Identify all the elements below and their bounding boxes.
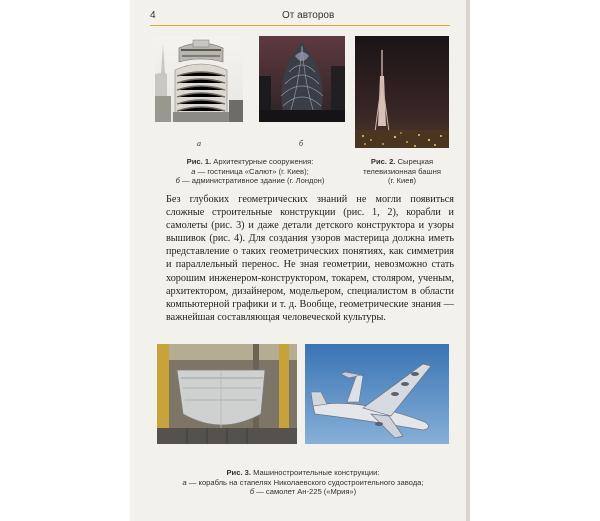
fig1-caption-b-text: — административное здание (г. Лондон) (181, 176, 325, 185)
fig1-caption (160, 157, 340, 186)
fig3-caption-a-letter: а (182, 477, 187, 487)
photo-gherkin-london (259, 36, 345, 122)
fig2-caption-text-2: телевизионная башня (363, 166, 441, 176)
fig1-caption-text: Архитектурные сооружения: (213, 157, 314, 166)
fig1-caption-a-text: — гостиница «Салют» (г. Киев); (197, 166, 309, 176)
fig3-caption-a-text: — корабль на стапелях Николаевского судостроительного завода; (188, 477, 424, 487)
body-paragraph: Без глубоких геометрических знаний не могли появиться сложные строительные конструкции (рис. 1, 2), корабли и самолеты (рис. 3) и даже детали детского конструктора и узоры вышивок (рис. 4). Для создания узоров мастерица должна иметь представление о таких геометрических понятиях, как симметрия и параллельный перенос. Не зная геометрии, невозможно стать хорошим инженером-конструктором, токарем, столяром, ученым, архитектором, дизайнером, модельером, специалистом в области компьютерной графики и т. д. Вообще, геометрические знания — важнейшая составляющая человеческой культуры. (166, 194, 454, 323)
fig1-caption-title: Рис. 1. (186, 157, 212, 166)
fig3-caption-title: Рис. 3. (226, 468, 251, 477)
photo-an225-airplane (305, 344, 449, 444)
fig3-caption-b-text: — самолет Ан-225 («Мрия») (256, 487, 357, 496)
page-number: 4 (150, 10, 156, 21)
running-header (150, 10, 450, 24)
photo-hotel-salut (155, 36, 243, 122)
fig2-caption (355, 157, 449, 186)
photo-tv-tower-kyiv (355, 36, 449, 148)
photo-ship-shipyard (157, 344, 297, 444)
header-rule (150, 25, 450, 26)
fig1-caption-b-letter: б (175, 176, 180, 185)
fig1-a-label: а (197, 139, 201, 148)
fig3-caption-text: Машиностроительные конструкции: (253, 468, 380, 477)
fig2-caption-title: Рис. 2. (370, 157, 396, 166)
page-edge-shadow (466, 0, 470, 521)
fig3-caption-b-letter: б (249, 487, 255, 496)
fig3-caption (157, 468, 449, 497)
section-title: От авторов (282, 10, 335, 21)
fig1-b-label: б (299, 139, 304, 148)
fig2-caption-text-1: Сырецкая (397, 157, 434, 166)
fig2-caption-text-3: (г. Киев) (387, 176, 417, 185)
fig1-caption-a-letter: а (191, 166, 196, 176)
